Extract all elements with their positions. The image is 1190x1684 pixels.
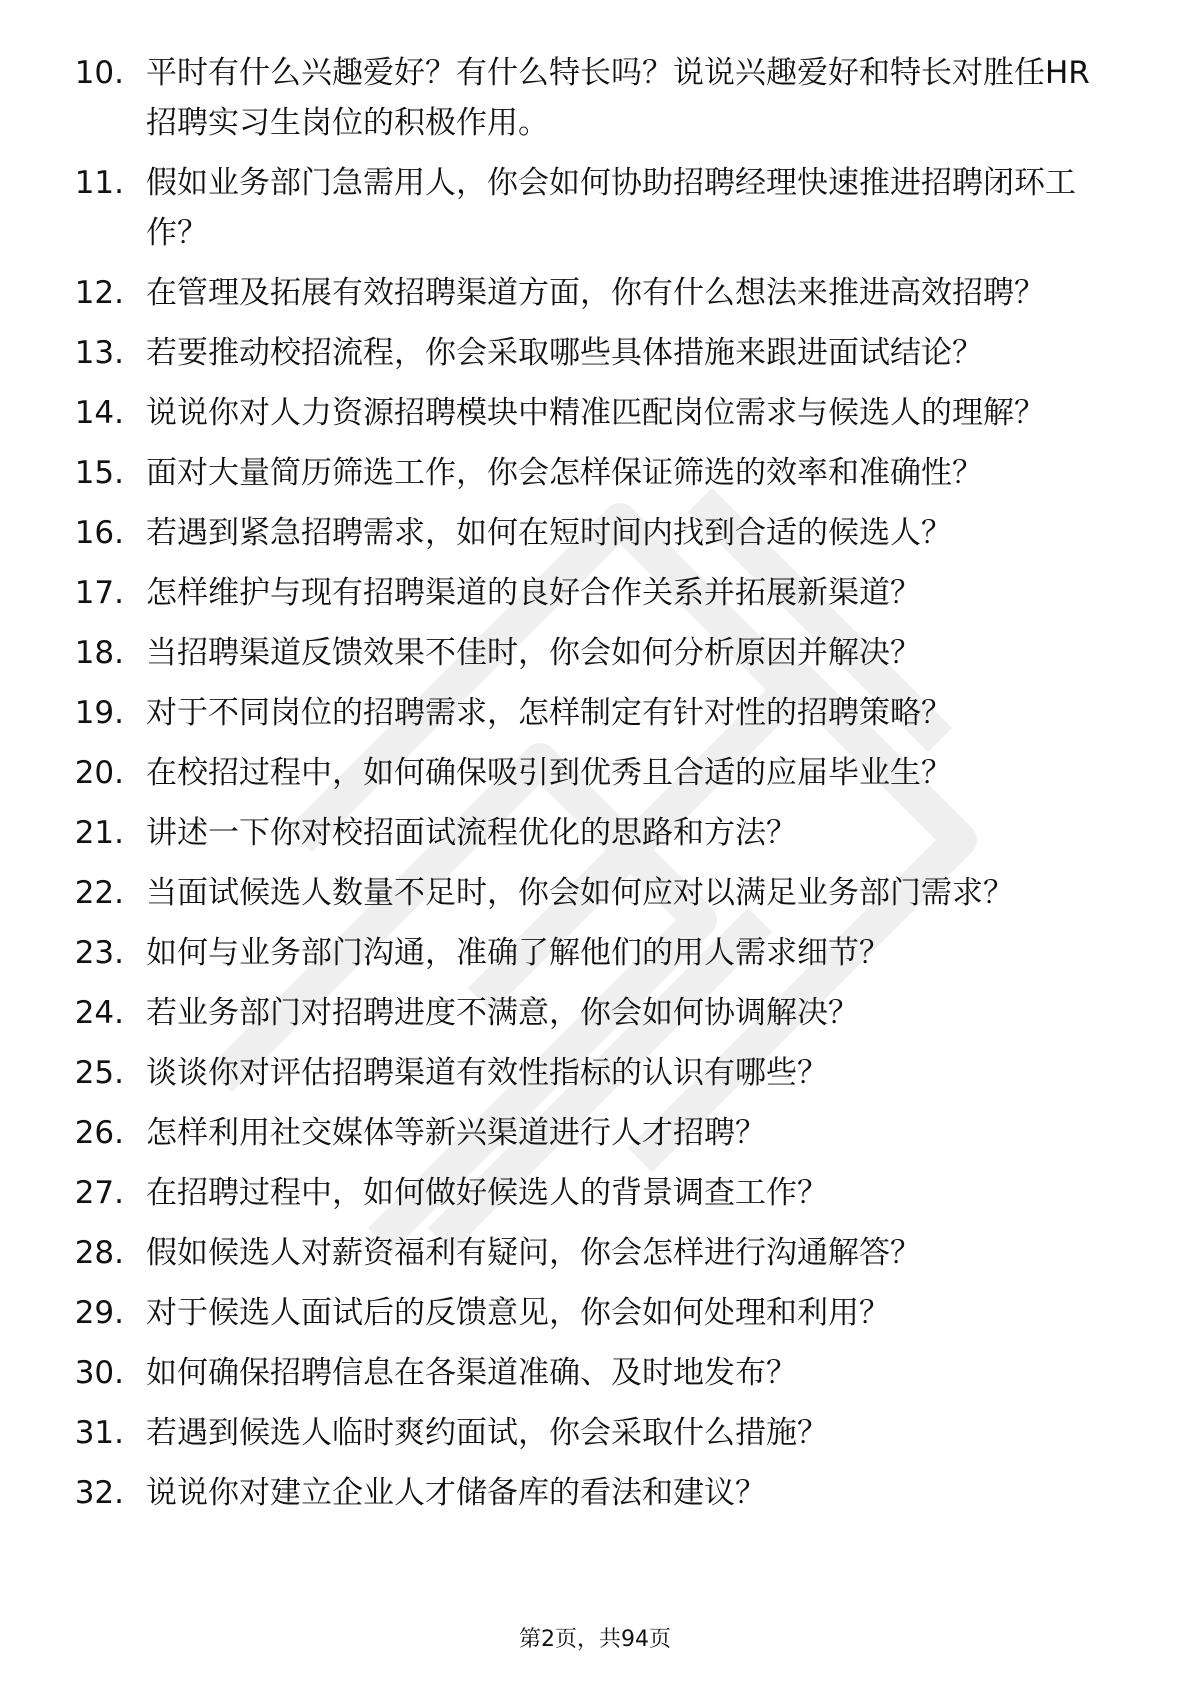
question-item <box>56 1228 1116 1278</box>
question-number: 31. <box>74 1415 124 1451</box>
question-text: 如何确保招聘信息在各渠道准确、及时地发布？ <box>146 1355 797 1391</box>
question-text: 假如业务部门急需用人，你会如何协助招聘经理快速推进招聘闭环工作？ <box>146 165 1076 251</box>
question-number: 25. <box>74 1055 124 1091</box>
question-text: 在招聘过程中，如何做好候选人的背景调查工作？ <box>146 1175 828 1211</box>
question-item <box>56 1468 1116 1518</box>
question-number: 15. <box>74 455 124 491</box>
question-number: 22. <box>74 875 124 911</box>
question-number: 21. <box>74 815 124 851</box>
question-text: 若业务部门对招聘进度不满意，你会如何协调解决？ <box>146 995 859 1031</box>
question-number: 10. <box>74 55 124 91</box>
question-text: 当招聘渠道反馈效果不佳时，你会如何分析原因并解决？ <box>146 635 921 671</box>
question-text: 平时有什么兴趣爱好？有什么特长吗？说说兴趣爱好和特长对胜任HR招聘实习生岗位的积极作用。 <box>146 55 1090 141</box>
question-item <box>56 748 1116 798</box>
question-text: 对于不同岗位的招聘需求，怎样制定有针对性的招聘策略？ <box>146 695 952 731</box>
question-text: 若遇到紧急招聘需求，如何在短时间内找到合适的候选人？ <box>146 515 952 551</box>
question-item <box>56 268 1116 318</box>
question-number: 30. <box>74 1355 124 1391</box>
question-item <box>56 988 1116 1038</box>
question-number: 13. <box>74 335 124 371</box>
question-item <box>56 448 1116 498</box>
question-text: 谈谈你对评估招聘渠道有效性指标的认识有哪些？ <box>146 1055 828 1091</box>
question-item <box>56 808 1116 858</box>
question-number: 14. <box>74 395 124 431</box>
question-text: 面对大量简历筛选工作，你会怎样保证筛选的效率和准确性？ <box>146 455 983 491</box>
question-text: 怎样维护与现有招聘渠道的良好合作关系并拓展新渠道？ <box>146 575 921 611</box>
question-number: 29. <box>74 1295 124 1331</box>
question-text: 假如候选人对薪资福利有疑问，你会怎样进行沟通解答？ <box>146 1235 921 1271</box>
question-text: 说说你对人力资源招聘模块中精准匹配岗位需求与候选人的理解？ <box>146 395 1045 431</box>
question-list <box>56 48 1116 1528</box>
question-number: 11. <box>74 165 124 201</box>
question-text: 若要推动校招流程，你会采取哪些具体措施来跟进面试结论？ <box>146 335 983 371</box>
question-number: 17. <box>74 575 124 611</box>
question-number: 20. <box>74 755 124 791</box>
question-text: 在管理及拓展有效招聘渠道方面，你有什么想法来推进高效招聘？ <box>146 275 1045 311</box>
question-item <box>56 158 1116 258</box>
question-item <box>56 568 1116 618</box>
question-text: 在校招过程中，如何确保吸引到优秀且合适的应届毕业生？ <box>146 755 952 791</box>
question-text: 怎样利用社交媒体等新兴渠道进行人才招聘？ <box>146 1115 766 1151</box>
question-item <box>56 1168 1116 1218</box>
question-text: 当面试候选人数量不足时，你会如何应对以满足业务部门需求？ <box>146 875 1014 911</box>
question-item <box>56 508 1116 558</box>
question-number: 18. <box>74 635 124 671</box>
question-item <box>56 868 1116 918</box>
question-text: 若遇到候选人临时爽约面试，你会采取什么措施？ <box>146 1415 828 1451</box>
question-number: 12. <box>74 275 124 311</box>
question-number: 19. <box>74 695 124 731</box>
question-item <box>56 688 1116 738</box>
page-footer: 第2页，共94页 <box>519 1627 671 1652</box>
question-text: 如何与业务部门沟通，准确了解他们的用人需求细节？ <box>146 935 890 971</box>
question-item <box>56 48 1116 148</box>
question-number: 24. <box>74 995 124 1031</box>
question-number: 32. <box>74 1475 124 1511</box>
question-item <box>56 928 1116 978</box>
question-number: 26. <box>74 1115 124 1151</box>
question-number: 16. <box>74 515 124 551</box>
question-item <box>56 1108 1116 1158</box>
question-number: 27. <box>74 1175 124 1211</box>
question-item <box>56 1348 1116 1398</box>
question-text: 讲述一下你对校招面试流程优化的思路和方法？ <box>146 815 797 851</box>
question-item <box>56 1408 1116 1458</box>
question-item <box>56 328 1116 378</box>
question-item <box>56 388 1116 438</box>
question-item <box>56 628 1116 678</box>
question-text: 对于候选人面试后的反馈意见，你会如何处理和利用？ <box>146 1295 890 1331</box>
question-number: 23. <box>74 935 124 971</box>
question-item <box>56 1048 1116 1098</box>
question-text: 说说你对建立企业人才储备库的看法和建议？ <box>146 1475 766 1511</box>
question-item <box>56 1288 1116 1338</box>
question-number: 28. <box>74 1235 124 1271</box>
